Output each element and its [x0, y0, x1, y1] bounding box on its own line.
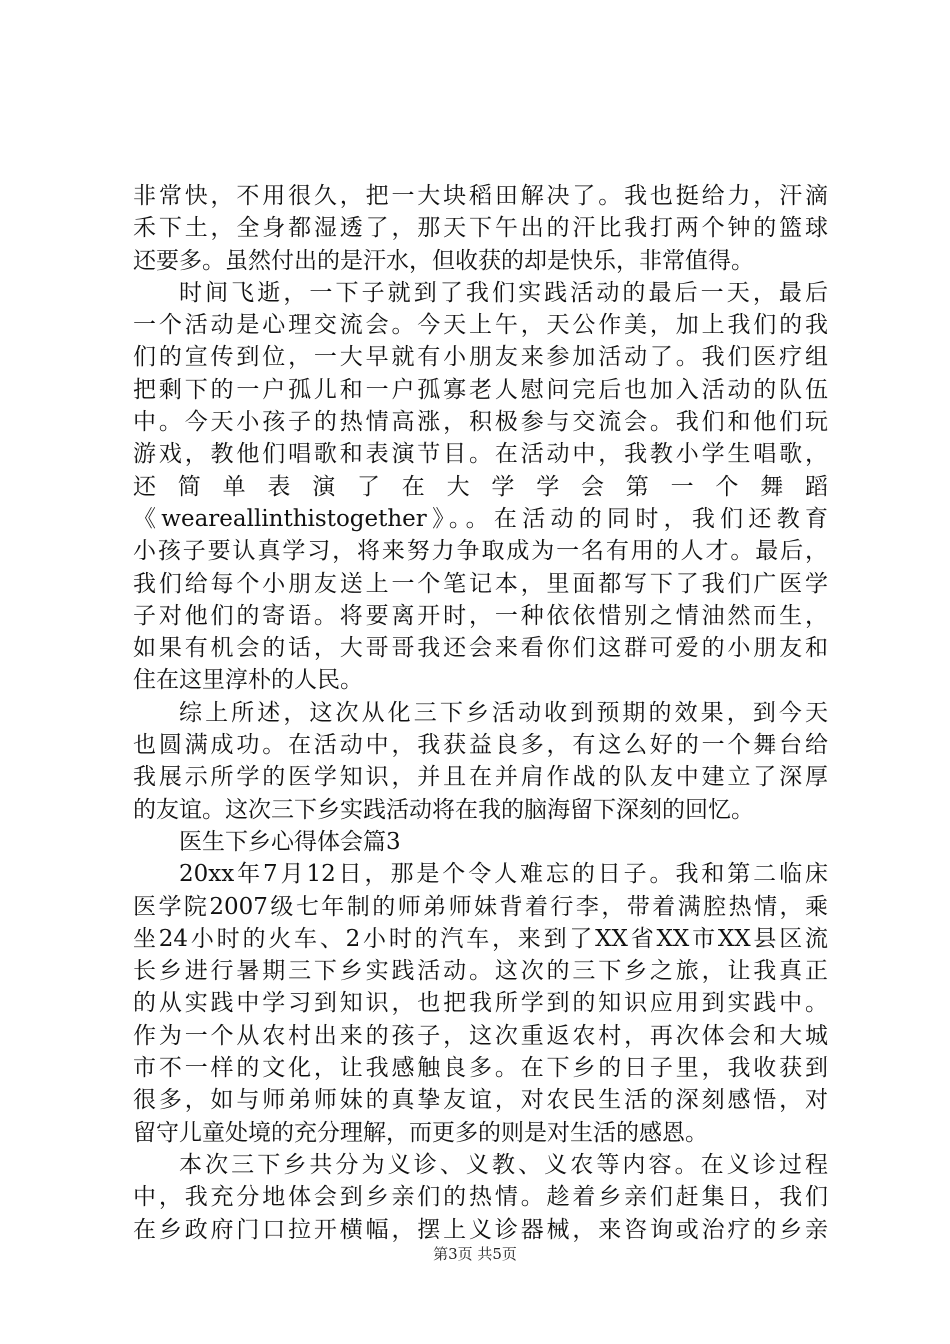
text-line: 市不一样的文化，让我感触良多。在下乡的日子里，我收获到 — [133, 1055, 828, 1082]
text-line: 小孩子要认真学习，将来努力争取成为一名有用的人才。最后， — [133, 538, 828, 565]
page-footer: 第3页 共5页 — [433, 1245, 517, 1263]
text-line: 还要多。虽然付出的是汗水，但收获的却是快乐，非常值得。 — [133, 247, 754, 274]
text-line: 还 简 单 表 演 了 在 大 学 学 会 第 一 个 舞 蹈 — [133, 473, 828, 500]
text-line: 医学院2007级七年制的师弟师妹背着行李，带着满腔热情，乘 — [133, 893, 828, 920]
text-line: 也圆满成功。在活动中，我获益良多，有这么好的一个舞台给 — [133, 732, 828, 759]
paragraph-start-line: 综上所述，这次从化三下乡活动收到预期的效果，到今天 — [179, 699, 828, 726]
text-line: 的从实践中学习到知识，也把我所学到的知识应用到实践中。 — [133, 990, 828, 1017]
text-line: 我们给每个小朋友送上一个笔记本，里面都写下了我们广医学 — [133, 570, 828, 597]
text-line: 作为一个从农村出来的孩子，这次重返农村，再次体会和大城 — [133, 1022, 828, 1049]
paragraph-start-line: 20xx年7月12日，那是个令人难忘的日子。我和第二临床 — [179, 861, 828, 888]
section-heading: 医生下乡心得体会篇3 — [179, 828, 401, 855]
text-line: 把剩下的一户孤儿和一户孤寡老人慰问完后也加入活动的队伍 — [133, 376, 828, 403]
text-line: 留守儿童处境的充分理解，而更多的则是对生活的感恩。 — [133, 1119, 708, 1146]
text-line: 禾下土，全身都湿透了，那天下午出的汗比我打两个钟的篮球 — [133, 215, 828, 242]
paragraph-start-line: 本次三下乡共分为义诊、义教、义农等内容。在义诊过程 — [179, 1151, 828, 1178]
text-line: 非常快，不用很久，把一大块稻田解决了。我也挺给力，汗滴 — [133, 183, 828, 209]
text-line: 们的宣传到位，一大早就有小朋友来参加活动了。我们医疗组 — [133, 344, 828, 371]
text-line: 子对他们的寄语。将要离开时，一种依依惜别之情油然而生， — [133, 602, 828, 629]
text-line: 一个活动是心理交流会。今天上午，天公作美，加上我们的我 — [133, 312, 828, 339]
text-line: 在乡政府门口拉开横幅，摆上义诊器械，来咨询或治疗的乡亲 — [133, 1216, 828, 1243]
text-line: 长乡进行暑期三下乡实践活动。这次的三下乡之旅，让我真正 — [133, 958, 828, 985]
text-line: 的友谊。这次三下乡实践活动将在我的脑海留下深刻的回忆。 — [133, 796, 754, 823]
text-line: 坐24小时的火车、2小时的汽车，来到了XX省XX市XX县区流 — [133, 925, 828, 952]
text-line: 《weareallinthistogether》。。在活动的同时，我们还教育 — [133, 505, 828, 532]
text-line: 住在这里淳朴的人民。 — [133, 667, 363, 694]
text-line: 中。今天小孩子的热情高涨，积极参与交流会。我们和他们玩 — [133, 409, 828, 436]
text-line: 如果有机会的话，大哥哥我还会来看你们这群可爱的小朋友和 — [133, 635, 828, 662]
text-line: 我展示所学的医学知识，并且在并肩作战的队友中建立了深厚 — [133, 764, 828, 791]
text-line: 游戏，教他们唱歌和表演节目。在活动中，我教小学生唱歌， — [133, 441, 828, 468]
text-line: 很多，如与师弟师妹的真挚友谊，对农民生活的深刻感悟，对 — [133, 1087, 828, 1114]
paragraph-start-line: 时间飞逝，一下子就到了我们实践活动的最后一天，最后 — [179, 279, 828, 306]
document-body — [133, 180, 828, 1246]
text-line: 中，我充分地体会到乡亲们的热情。趁着乡亲们赶集日，我们 — [133, 1184, 828, 1211]
